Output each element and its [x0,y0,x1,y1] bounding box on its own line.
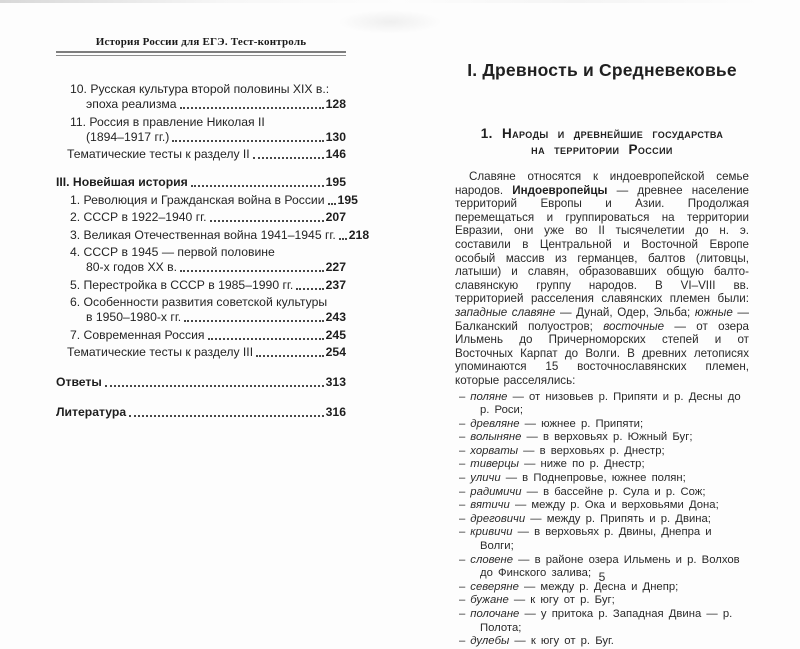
tribe-dash-marker: – [459,553,466,566]
toc-dot-leader [129,415,324,417]
toc-dot-leader [339,238,347,240]
tribe-name: древляне [470,417,520,430]
toc-dot-leader [328,203,336,205]
toc-entry [56,227,370,243]
toc-page-number: 254 [325,345,346,359]
tribe-name: словене [470,553,514,566]
toc-entry-label: Тематические тесты к разделу II [67,147,250,161]
tribe-dash-marker: – [459,635,466,648]
toc-entry [56,310,346,325]
text-run: — древнее население территорий Европы и Азии. Продолжая перемещаться и группироваться на территории Евразии, они уже во II тысячелетии до н. э. составили в Центральной и Восточной Европе особый массив из германцев, балтов (литовцы, латыши) и славян, образовавших общую балто-славянскую группу народов. В VI–VIII вв. территорией расселения славянских племен были: [455,183,749,306]
toc-page-number: 313 [325,375,346,389]
toc-entry [56,130,346,145]
toc-entry [56,278,346,293]
tribe-description: — между р. Припять и р. Двина; [525,512,711,525]
toc-entry [56,345,346,360]
tribe-item [455,431,749,445]
tribe-name: дреговичи [470,512,526,525]
toc-page-number: 218 [348,227,370,242]
tribe-description: — у притока р. Западная Двина — р. Полота; [480,608,733,634]
tribe-item [455,513,749,527]
toc-entry [56,405,346,420]
toc-page-number: 207 [325,210,346,224]
toc-dot-leader [184,320,323,322]
running-header-rule [56,51,346,56]
toc-entry-label: Тематические тесты к разделу III [67,345,254,359]
chapter-title: I. Древность и Средневековье [467,60,737,80]
scan-artifact-top-edge [0,0,800,3]
toc-page-number: 237 [325,277,346,292]
tribe-item [455,391,749,418]
toc-entry [56,97,346,112]
toc-dot-leader [180,107,324,109]
tribe-dash-marker: – [459,431,466,444]
toc-dot-leader [210,220,324,222]
toc-entry-label: в 1950–1980-х гг. [86,310,182,324]
toc-dot-leader [172,140,323,142]
tribe-description: — между р. Десна и Днепр; [518,580,679,593]
tribes-list [455,391,749,649]
toc-entry-label: (1894–1917 гг.) [86,129,170,144]
page-number: 5 [598,570,606,584]
tribe-name: тиверцы [470,458,519,471]
tribe-description: — от низовьев р. Припяти и р. Десны до р. Роси; [480,390,741,417]
tribe-dash-marker: – [459,594,466,607]
tribe-dash-marker: – [459,472,466,485]
toc-entry [56,82,346,97]
tribe-name: северяне [470,580,519,593]
tribe-name: полочане [470,608,520,620]
toc-entry [56,260,346,275]
text-run: — Дунай, Одер, Эльба; [555,305,695,319]
toc-dot-leader [253,157,324,159]
toc-entry-label: 5. Перестройка в СССР в 1985–1990 гг. [70,277,294,292]
tribe-item [455,486,749,500]
section-title-line2: на территории России [531,142,673,157]
toc-entry-label: 80-х годов XX в. [86,260,178,274]
text-run: — Балканский полуостров; [455,305,749,333]
tribe-item [455,445,749,459]
tribe-name: поляне [470,390,508,403]
text-run: Славяне относятся к индоевропейской семье народов. [455,170,749,197]
tribe-name: вятичи [470,499,510,512]
toc-dot-leader [105,385,324,387]
toc-entry-label: 6. Особенности развития советской культуры [70,295,328,309]
intro-paragraph [455,170,749,388]
toc-page-number: 316 [325,405,346,419]
scan-artifact-smudge [338,10,442,34]
toc-dot-leader [191,185,324,187]
toc-entry-label: 11. Россия в правление Николая II [70,114,265,129]
tribe-description: — южнее р. Припяти; [519,417,644,430]
tribe-name: радимичи [470,485,522,498]
tribe-name: уличи [470,472,501,485]
tribe-description: — в верховьях р. Южный Буг; [521,431,693,444]
toc-page-number: 130 [325,129,346,144]
italic-term: южные [694,305,733,319]
toc-dot-leader [208,338,324,340]
toc-page-number: 243 [325,310,346,324]
toc-dot-leader [180,270,324,272]
italic-term: западные славяне [455,305,556,319]
text-run: — от озера Ильмень до Причерноморских степей и от Восточных Карпат до Волги. В древних летописях упоминаются 15 восточнославянских племен, которые расселялись: [455,319,749,387]
tribe-item [455,608,749,635]
toc-entry-label: Литература [56,405,127,419]
tribe-item [455,635,749,649]
toc-entry [56,328,346,343]
toc-entry-label: эпоха реализма [86,97,177,111]
tribe-name: хорваты [470,444,519,457]
tribe-dash-marker: – [459,485,466,498]
tribe-description: — в районе озера Ильмень и р. Волхов до Финского залива; [480,553,740,580]
toc-page-number: 245 [325,327,346,342]
tribe-item [455,472,749,486]
tribe-name: волыняне [470,431,522,444]
toc-entry-label: 2. СССР в 1922–1940 гг. [70,210,207,224]
italic-term: восточные [603,319,665,333]
tribe-description: — в верховьях р. Днестр; [518,444,665,457]
page-right-chapter [455,50,749,649]
bold-term: Индоевропейцы [512,183,608,197]
tribe-item [455,418,749,432]
tribe-description: — ниже по р. Днестр; [518,458,645,471]
toc-entry-label: 1. Революция и Гражданская война в России [70,192,325,207]
toc-page-number: 195 [337,192,358,207]
tribe-item [455,499,749,513]
tribe-dash-marker: – [459,608,466,620]
toc-page-number: 195 [325,175,346,189]
toc-entry-label: Ответы [56,375,102,389]
tribe-description: — к югу от р. Буг. [509,635,614,648]
running-header: История России для ЕГЭ. Тест-контроль [95,36,307,48]
toc-entry [56,115,346,130]
tribe-description: — в верховьях р. Двины, Днепра и Волги; [480,526,712,553]
tribe-name: дулебы [470,635,510,648]
page-left-toc [56,36,370,420]
toc-entry-label: 7. Современная Россия [70,327,205,342]
tribe-dash-marker: – [459,526,466,539]
tribe-dash-marker: – [459,499,466,512]
section-title-line1: 1. Народы и древнейшие государства [480,126,724,141]
toc-entry-label: III. Новейшая история [56,175,188,189]
toc-entry-label: 4. СССР в 1945 — первой половине [70,245,275,259]
tribe-item [455,458,749,472]
toc-dot-leader [256,355,324,357]
toc-entry [56,147,346,162]
tribe-dash-marker: – [459,580,466,593]
tribe-dash-marker: – [459,458,466,471]
toc-dot-leader [296,288,323,290]
tribe-description: — в бассейне р. Сула и р. Сож; [521,485,706,498]
toc-entry [56,210,346,225]
tribe-description: — к югу от р. Буг; [508,594,615,607]
toc-entry [56,295,346,310]
section-title [455,126,749,158]
toc-entry [56,375,346,390]
tribe-description: — между р. Ока и верховьями Дона; [509,499,719,512]
tribe-description: — в Поднепровье, южнее полян; [500,472,686,485]
tribe-item [455,594,749,608]
toc-page-number: 227 [325,260,346,274]
tribe-item [455,526,749,553]
tribe-dash-marker: – [459,390,466,403]
tribe-name: кривичи [470,526,513,539]
toc-entry-label: 3. Великая Отечественная война 1941–1945 гг. [70,227,336,242]
tribe-dash-marker: – [459,444,466,457]
table-of-contents [56,82,370,420]
tribe-dash-marker: – [459,417,466,430]
tribe-dash-marker: – [459,512,466,525]
toc-entry [56,192,358,208]
toc-entry [56,245,346,260]
toc-page-number: 146 [325,147,346,161]
toc-page-number: 128 [325,97,346,111]
tribe-name: бужане [470,594,509,607]
toc-entry [56,175,346,190]
toc-entry-label: 10. Русская культура второй половины XIX в.: [70,82,330,96]
